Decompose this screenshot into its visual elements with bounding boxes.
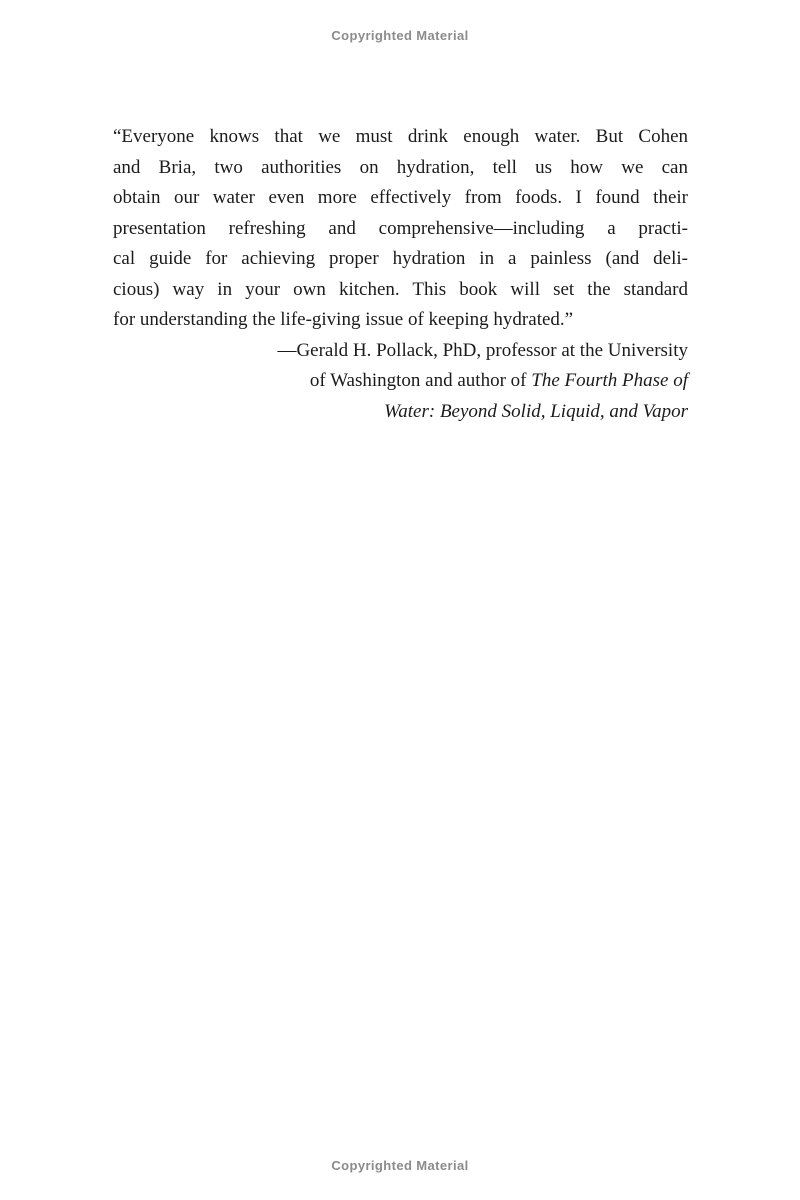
quote-line: and Bria, two authorities on hydration, tell us how we can [113,156,688,178]
quote-line: “Everyone knows that we must drink enough water. But Cohen [113,126,688,147]
quote-line: cal guide for achieving proper hydration in a painless (and deli- [113,248,688,269]
copyright-notice-top: Copyrighted Material [331,28,469,43]
attribution-line [113,366,688,397]
quote-line: presentation refreshing and comprehensive—including a practi- [113,217,688,239]
attribution-line: —Gerald H. Pollack, PhD, professor at the University [277,339,688,361]
quote-attribution [113,336,688,428]
book-title-part: The Fourth Phase of [531,370,688,391]
book-title-part: Water: Beyond Solid, Liquid, and Vapor [384,400,688,422]
quote-line: for understanding the life-giving issue of keeping hydrated.” [113,309,574,330]
quote-line: obtain our water even more effectively from foods. I found their [113,187,688,208]
copyright-notice-bottom: Copyrighted Material [331,1158,469,1173]
praise-quote-block [113,122,688,427]
attribution-text: of Washington and author of [309,370,532,391]
quote-line: cious) way in your own kitchen. This book will set the standard [113,278,688,300]
